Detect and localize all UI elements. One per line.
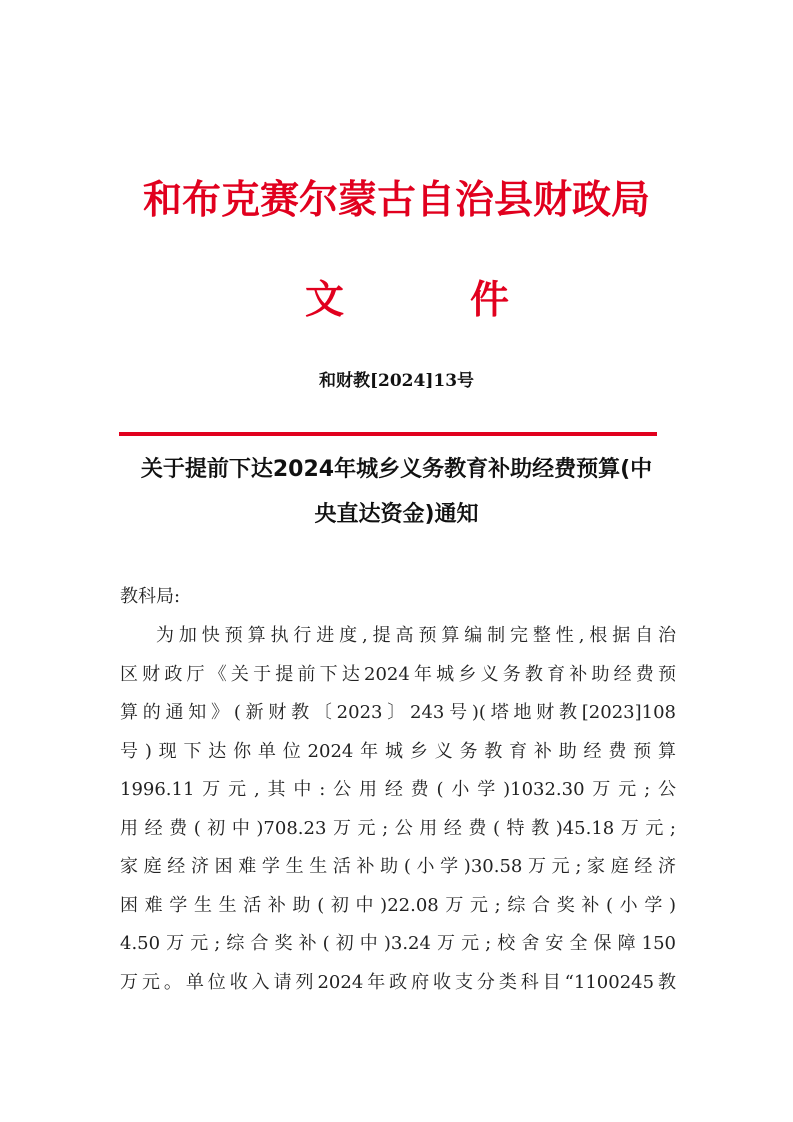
subject-line-2: 央直达资金)通知 (314, 502, 479, 527)
issuing-agency-title: 和布克赛尔蒙古自治县财政局 (142, 177, 650, 223)
body-line: 算的通知》(新财教〔2023〕243号)(塔地财教[2023]108 (120, 702, 676, 723)
subject-line-1: 关于提前下达2024年城乡义务教育补助经费预算(中 (140, 457, 653, 482)
body-line: 用经费(初中)708.23万元;公用经费(特教)45.18万元; (120, 817, 676, 839)
document-type-char-2: 件 (470, 277, 510, 323)
document-number: 和财教[2024]13号 (318, 371, 475, 391)
body-paragraph (120, 617, 676, 1002)
body-line: 为加快预算执行进度,提高预算编制完整性,根据自治 (156, 625, 676, 646)
body-line: 1996.11万元,其中:公用经费(小学)1032.30万元;公 (120, 779, 676, 800)
body-line: 区财政厅《关于提前下达2024年城乡义务教育补助经费预 (120, 663, 676, 685)
addressee: 教科局: (120, 586, 181, 607)
body-line: 家庭经济困难学生生活补助(小学)30.58万元;家庭经济 (120, 856, 676, 877)
red-divider-line (119, 432, 657, 436)
body-line: 号)现下达你单位2024年城乡义务教育补助经费预算 (120, 740, 676, 762)
body-line: 4.50万元;综合奖补(初中)3.24万元;校舍安全保障150 (120, 933, 676, 954)
document-subject (110, 447, 683, 537)
document-type-char-1: 文 (305, 277, 345, 323)
body-line: 万元。单位收入请列2024年政府收支分类科目“1100245教 (120, 971, 676, 993)
body-line: 困难学生生活补助(初中)22.08万元;综合奖补(小学) (120, 894, 676, 916)
